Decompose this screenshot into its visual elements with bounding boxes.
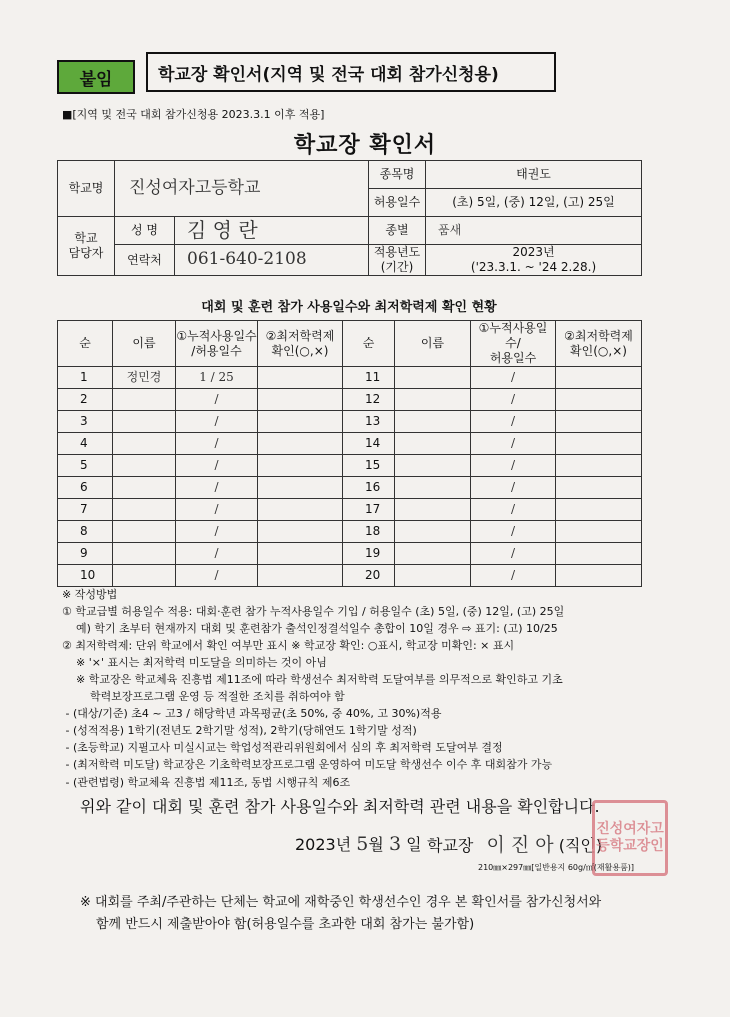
instruction-line: ① 학교급별 허용일수 적용: 대회·훈련 참가 누적사용일수 기입 / 허용일수 (초) 5일, (중) 12일, (고) 25일 <box>62 605 565 619</box>
min-academic-check <box>556 455 642 477</box>
min-academic-check <box>556 521 642 543</box>
date-day: 3 <box>388 833 402 855</box>
student-name <box>395 411 471 433</box>
instruction-line: - (최저학력 미도달) 학교장은 기초학력보장프로그램 운영하여 미도달 학생선수 이수 후 대회참가 가능 <box>62 758 553 772</box>
instruction-line: 학력보장프로그램 운영 등 적절한 조치를 취하여야 함 <box>62 690 345 704</box>
row-number: 20 <box>343 565 395 587</box>
row-number: 2 <box>58 389 113 411</box>
school-label: 학교명 <box>58 161 115 217</box>
student-name <box>113 543 176 565</box>
row-number: 18 <box>343 521 395 543</box>
used-days: / <box>176 565 258 587</box>
school-value: 진성여자고등학교 <box>115 161 369 217</box>
used-days: / <box>471 367 556 389</box>
document-title: 학교장 확인서 <box>293 133 437 158</box>
table-row <box>58 477 642 499</box>
used-days: / <box>471 565 556 587</box>
min-academic-check <box>258 543 343 565</box>
instruction-line: ※ 작성방법 <box>62 588 118 601</box>
confirmation-statement: 위와 같이 대회 및 훈련 참가 사용일수와 최저학력 관련 내용을 확인합니다. <box>80 797 600 816</box>
principal-seal-label: (직인) <box>558 836 603 855</box>
table-row <box>58 499 642 521</box>
name-label: 성 명 <box>115 217 175 245</box>
instruction-line: 예) 학기 초부터 현재까지 대회 및 훈련참가 출석인정결석일수 총합이 10일 경우 ⇨ 표기: (고) 10/25 <box>62 622 558 636</box>
notice-line: ■[지역 및 전국 대회 참가신청용 2023.3.1 이후 적용] <box>62 108 325 121</box>
principal-name: 이 진 아 <box>486 834 554 856</box>
used-days: / <box>176 455 258 477</box>
min-academic-check <box>556 433 642 455</box>
used-days: / <box>471 543 556 565</box>
row-number: 6 <box>58 477 113 499</box>
signature-date <box>295 832 422 855</box>
used-days: / <box>176 543 258 565</box>
student-name <box>395 521 471 543</box>
student-name <box>395 565 471 587</box>
min-academic-check <box>258 565 343 587</box>
row-number: 1 <box>58 367 113 389</box>
manager-label: 학교 담당자 <box>58 217 115 276</box>
table-row <box>58 543 642 565</box>
used-days: / <box>471 455 556 477</box>
student-name <box>395 455 471 477</box>
student-name: 정민경 <box>113 367 176 389</box>
student-name <box>113 499 176 521</box>
used-days: / <box>176 521 258 543</box>
instructions <box>62 586 662 791</box>
contact-value: 061-640-2108 <box>175 245 369 276</box>
student-name <box>113 433 176 455</box>
row-number: 15 <box>343 455 395 477</box>
header-no-2: 순 <box>343 321 395 367</box>
year-label: 적용년도 (기간) <box>369 245 426 276</box>
attachment-tag: 붙임 <box>57 60 135 94</box>
student-name <box>113 565 176 587</box>
status-subtitle: 대회 및 훈련 참가 사용일수와 최저학력제 확인 현황 <box>201 300 497 315</box>
footer-line: 함께 반드시 제출받아야 함(허용일수를 초과한 대회 참가는 불가함) <box>96 917 475 933</box>
used-days: / <box>471 499 556 521</box>
used-days: / <box>176 477 258 499</box>
contact-label: 연락처 <box>115 245 175 276</box>
row-number: 5 <box>58 455 113 477</box>
row-number: 9 <box>58 543 113 565</box>
year-cell <box>426 245 642 276</box>
min-academic-check <box>258 521 343 543</box>
row-number: 12 <box>343 389 395 411</box>
instruction-line: - (초등학교) 지필고사 미실시교는 학업성적관리위원회에서 심의 후 최저학력 도달여부 결정 <box>62 741 503 755</box>
used-days: / <box>176 499 258 521</box>
type-value: 품새 <box>426 217 642 245</box>
instruction-line: ※ '×' 표시는 최저학력 미도달을 의미하는 것이 아님 <box>62 656 327 670</box>
student-name <box>395 477 471 499</box>
student-name <box>395 499 471 521</box>
instruction-line: - (관련법령) 학교체육 진흥법 제11조, 동법 시행규칙 제6조 <box>62 775 351 789</box>
footer-note <box>80 892 670 936</box>
used-days: / <box>176 389 258 411</box>
header-days-2: ①누적사용일수/ 허용일수 <box>471 321 556 367</box>
header-check: ②최저학력제 확인(○,×) <box>258 321 343 367</box>
row-number: 11 <box>343 367 395 389</box>
table-row <box>58 455 642 477</box>
min-academic-check <box>556 367 642 389</box>
official-seal-stamp: 진성여자고등학교장인 <box>592 800 668 876</box>
participation-rows <box>58 367 642 587</box>
table-row <box>58 367 642 389</box>
table-row <box>58 411 642 433</box>
instruction-line: ② 최저학력제: 단위 학교에서 확인 여부만 표시 ※ 학교장 확인: ○표시, 학교장 미확인: × 표시 <box>62 639 515 653</box>
footer-line: ※ 대회를 주최/주관하는 단체는 학교에 재학중인 학생선수인 경우 본 확인서를 참가신청서와 <box>80 895 602 910</box>
min-academic-check <box>556 565 642 587</box>
used-days: / <box>471 521 556 543</box>
student-name <box>395 389 471 411</box>
min-academic-check <box>556 411 642 433</box>
row-number: 14 <box>343 433 395 455</box>
header-name-2: 이름 <box>395 321 471 367</box>
min-academic-check <box>556 543 642 565</box>
student-name <box>395 367 471 389</box>
header-name: 이름 <box>113 321 176 367</box>
header-days: ①누적사용일수 /허용일수 <box>176 321 258 367</box>
row-number: 13 <box>343 411 395 433</box>
event-value: 태권도 <box>426 161 642 189</box>
row-number: 8 <box>58 521 113 543</box>
principal-label: 학교장 <box>427 836 474 855</box>
principal-signature <box>427 830 602 857</box>
student-name <box>395 433 471 455</box>
date-day-unit: 일 <box>406 835 422 854</box>
used-days: 1 / 25 <box>176 367 258 389</box>
info-table <box>57 160 642 276</box>
min-academic-check <box>556 477 642 499</box>
row-number: 17 <box>343 499 395 521</box>
min-academic-check <box>258 499 343 521</box>
allowed-value: (초) 5일, (중) 12일, (고) 25일 <box>426 189 642 217</box>
header-no: 순 <box>58 321 113 367</box>
used-days: / <box>176 433 258 455</box>
student-name <box>113 477 176 499</box>
used-days: / <box>471 433 556 455</box>
header-title: 학교장 확인서(지역 및 전국 대회 참가신청용) <box>146 52 556 92</box>
used-days: / <box>176 411 258 433</box>
min-academic-check <box>258 411 343 433</box>
min-academic-check <box>258 389 343 411</box>
used-days: / <box>471 411 556 433</box>
name-value: 김 영 란 <box>175 217 369 245</box>
row-number: 10 <box>58 565 113 587</box>
table-row <box>58 521 642 543</box>
min-academic-check <box>556 389 642 411</box>
instruction-line: ※ 학교장은 학교체육 진흥법 제11조에 따라 학생선수 최저학력 도달여부를 의무적으로 확인하고 기초 <box>62 673 563 687</box>
date-year: 2023년 <box>295 835 352 854</box>
used-days: / <box>471 389 556 411</box>
row-number: 4 <box>58 433 113 455</box>
year-value: 2023년 <box>512 245 555 259</box>
row-number: 7 <box>58 499 113 521</box>
min-academic-check <box>258 477 343 499</box>
instruction-line: - (성적적용) 1학기(전년도 2학기말 성적), 2학기(당해연도 1학기말 성적) <box>62 724 417 738</box>
min-academic-check <box>258 367 343 389</box>
student-name <box>113 389 176 411</box>
paper-spec: 210㎜×297㎜[일반용지 60g/㎡(재활용품)] <box>478 863 635 872</box>
date-month-unit: 월 <box>368 835 384 854</box>
instruction-line: - (대상/기준) 초4 ~ 고3 / 해당학년 과목평균(초 50%, 중 40%, 고 30%)적용 <box>62 707 442 721</box>
row-number: 3 <box>58 411 113 433</box>
header-check-2: ②최저학력제 확인(○,×) <box>556 321 642 367</box>
min-academic-check <box>258 455 343 477</box>
used-days: / <box>471 477 556 499</box>
date-month: 5 <box>356 833 369 855</box>
participation-table <box>57 320 642 587</box>
student-name <box>395 543 471 565</box>
student-name <box>113 521 176 543</box>
row-number: 19 <box>343 543 395 565</box>
allowed-label: 허용일수 <box>369 189 426 217</box>
type-label: 종별 <box>369 217 426 245</box>
table-row <box>58 565 642 587</box>
table-row <box>58 389 642 411</box>
student-name <box>113 455 176 477</box>
table-row <box>58 433 642 455</box>
min-academic-check <box>258 433 343 455</box>
period-value: ('23.3.1. ~ '24 2.28.) <box>470 260 597 274</box>
row-number: 16 <box>343 477 395 499</box>
event-label: 종목명 <box>369 161 426 189</box>
student-name <box>113 411 176 433</box>
min-academic-check <box>556 499 642 521</box>
